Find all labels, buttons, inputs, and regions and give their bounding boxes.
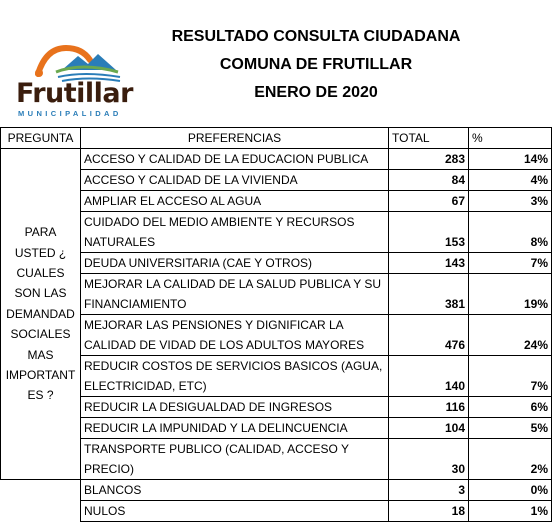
row-label: AMPLIAR EL ACCESO AL AGUA [81, 191, 389, 212]
row-label: CUIDADO DEL MEDIO AMBIENTE Y RECURSOS NATURALES [81, 212, 389, 253]
row-total: 3 [389, 480, 469, 501]
row-label: BLANCOS [81, 480, 389, 501]
row-pct: 3% [469, 191, 552, 212]
table-row [1, 315, 552, 356]
table-row [1, 356, 552, 397]
doc-subtitle-date: ENERO DE 2020 [254, 84, 378, 101]
doc-subtitle-commune: COMUNA DE FRUTILLAR [219, 56, 413, 73]
row-label: REDUCIR LA DESIGUALDAD DE INGRESOS [81, 397, 389, 418]
table-row [1, 191, 552, 212]
table-row [1, 274, 552, 315]
row-total: 67 [389, 191, 469, 212]
table-row [1, 501, 552, 522]
row-pct: 14% [469, 149, 552, 170]
row-pct: 7% [469, 356, 552, 397]
table-row [1, 170, 552, 191]
row-label: MEJORAR LA CALIDAD DE LA SALUD PUBLICA Y SU FINANCIAMIENTO [81, 274, 389, 315]
row-total: 153 [389, 212, 469, 253]
row-pct: 8% [469, 212, 552, 253]
row-pct: 19% [469, 274, 552, 315]
header-pregunta: PREGUNTA [1, 128, 81, 149]
results-table [0, 127, 552, 522]
question-cell: PARA USTED ¿ CUALES SON LAS DEMANDAD SOCIALES MAS IMPORTANT ES ? [1, 149, 81, 480]
table-row [1, 149, 552, 170]
row-total: 283 [389, 149, 469, 170]
row-pct: 6% [469, 397, 552, 418]
row-total: 116 [389, 397, 469, 418]
header-total: TOTAL [389, 128, 469, 149]
row-total: 143 [389, 253, 469, 274]
header-pct: % [469, 128, 552, 149]
frutillar-logo [14, 40, 142, 118]
table-row [1, 418, 552, 439]
table-header-row [1, 128, 552, 149]
table-row [1, 480, 552, 501]
row-pct: 24% [469, 315, 552, 356]
row-total: 381 [389, 274, 469, 315]
row-pct: 2% [469, 439, 552, 480]
row-label: TRANSPORTE PUBLICO (CALIDAD, ACCESO Y PRECIO) [81, 439, 389, 480]
row-total: 476 [389, 315, 469, 356]
row-label: REDUCIR LA IMPUNIDAD Y LA DELINCUENCIA [81, 418, 389, 439]
doc-title: RESULTADO CONSULTA CIUDADANA [171, 28, 461, 45]
table-row [1, 253, 552, 274]
table-row [1, 439, 552, 480]
empty-cell [1, 480, 81, 522]
row-pct: 5% [469, 418, 552, 439]
row-total: 18 [389, 501, 469, 522]
row-label: NULOS [81, 501, 389, 522]
row-pct: 1% [469, 501, 552, 522]
table-row [1, 212, 552, 253]
row-label: DEUDA UNIVERSITARIA (CAE Y OTROS) [81, 253, 389, 274]
row-label: ACCESO Y CALIDAD DE LA EDUCACION PUBLICA [81, 149, 389, 170]
row-pct: 4% [469, 170, 552, 191]
table-row [1, 397, 552, 418]
row-total: 84 [389, 170, 469, 191]
row-pct: 0% [469, 480, 552, 501]
row-pct: 7% [469, 253, 552, 274]
header-preferencias: PREFERENCIAS [81, 128, 389, 149]
row-label: MEJORAR LAS PENSIONES Y DIGNIFICAR LA CALIDAD DE VIDAD DE LOS ADULTOS MAYORES [81, 315, 389, 356]
row-total: 140 [389, 356, 469, 397]
row-total: 104 [389, 418, 469, 439]
row-label: REDUCIR COSTOS DE SERVICIOS BASICOS (AGUA, ELECTRICIDAD, ETC) [81, 356, 389, 397]
logo-subtitle: MUNICIPALIDAD [18, 109, 122, 118]
row-label: ACCESO Y CALIDAD DE LA VIVIENDA [81, 170, 389, 191]
logo-wordmark: Frutillar [16, 78, 133, 109]
row-total: 30 [389, 439, 469, 480]
